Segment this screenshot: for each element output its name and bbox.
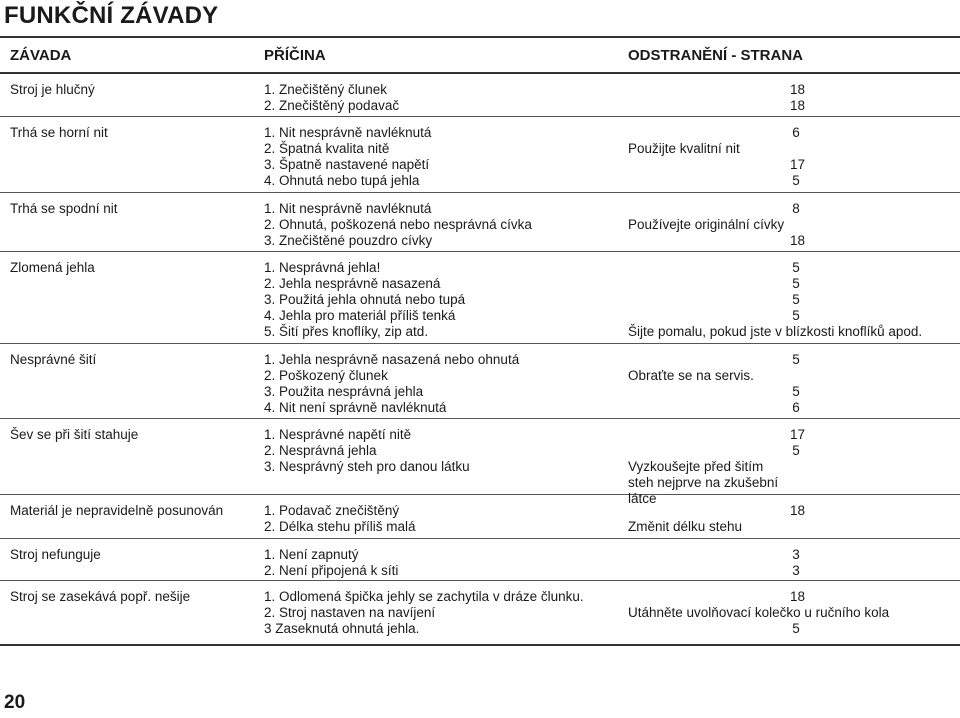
cause-line: 3. Znečištěné pouzdro cívky: [264, 233, 433, 248]
remedy-text: [628, 98, 790, 114]
remedy-page: 18: [790, 589, 806, 604]
cause-line: 1. Nesprávné napětí nitě: [264, 427, 412, 442]
remedy-cell: [626, 201, 960, 251]
remedy-text: Šijte pomalu, pokud jste v blízkosti knoflíků apod.: [628, 324, 923, 339]
remedy-page: 5: [792, 443, 800, 458]
cause-line: 1. Nit nesprávně navléknutá: [264, 201, 432, 216]
remedy-page: 5: [792, 621, 800, 636]
cause-line: 3. Použitá jehla ohnutá nebo tupá: [264, 292, 466, 307]
remedy-cell: [626, 427, 960, 506]
table-row: [0, 539, 960, 581]
remedy-page: 3: [792, 547, 800, 562]
fault-cell: Šev se při šití stahuje: [10, 427, 139, 442]
remedy-page: 6: [792, 400, 800, 415]
cause-line: 2. Jehla nesprávně nasazená: [264, 276, 441, 291]
remedy-page: 18: [790, 98, 806, 113]
remedy-page: 18: [790, 503, 806, 518]
remedy-text: [628, 82, 790, 98]
remedy-text: Vyzkoušejte před šitím steh nejprve na zkušební látce: [628, 459, 779, 506]
remedy-page: [790, 459, 802, 507]
remedy-text: [628, 589, 790, 605]
remedy-page: [790, 368, 802, 384]
cause-line: 1. Není zapnutý: [264, 547, 359, 562]
remedy-page: 17: [790, 427, 806, 442]
remedy-page: 5: [792, 292, 800, 307]
table-row: [0, 117, 960, 193]
remedy-text: [628, 201, 790, 217]
cause-line: 3 Zaseknutá ohnutá jehla.: [264, 621, 420, 636]
remedy-page: [889, 605, 901, 621]
cause-line: 1. Jehla nesprávně nasazená nebo ohnutá: [264, 352, 520, 367]
remedy-cell: [626, 260, 960, 343]
table-header: [0, 38, 960, 74]
cause-cell: [254, 547, 626, 580]
remedy-text: [628, 157, 790, 173]
remedy-text: [628, 125, 790, 141]
fault-cell: Trhá se horní nit: [10, 125, 108, 140]
cause-line: 5. Šití přes knoflíky, zip atd.: [264, 324, 429, 339]
cause-line: 4. Nit není správně navléknutá: [264, 400, 447, 415]
remedy-page: [922, 324, 934, 340]
cause-line: 2. Stroj nastaven na navíjení: [264, 605, 436, 620]
remedy-page: [790, 217, 802, 233]
remedy-cell: [626, 547, 960, 580]
cause-line: 3. Nesprávný steh pro danou látku: [264, 459, 470, 474]
cause-line: 4. Ohnutá nebo tupá jehla: [264, 173, 420, 188]
cause-line: 4. Jehla pro materiál příliš tenká: [264, 308, 456, 323]
remedy-page: 5: [792, 260, 800, 275]
cause-line: 2. Poškozený člunek: [264, 368, 388, 383]
cause-line: 1. Odlomená špička jehly se zachytila v dráze člunku.: [264, 589, 584, 604]
remedy-page: 8: [792, 201, 800, 216]
remedy-page: [790, 519, 802, 535]
remedy-page: 17: [790, 157, 806, 172]
table-row: [0, 581, 960, 644]
remedy-text: [628, 503, 790, 519]
cause-cell: [254, 352, 626, 418]
fault-cell: Stroj je hlučný: [10, 82, 95, 97]
remedy-text: Použijte kvalitní nit: [628, 141, 740, 156]
remedy-cell: [626, 352, 960, 418]
remedy-text: [628, 621, 790, 637]
remedy-cell: [626, 82, 960, 116]
cause-cell: [254, 260, 626, 343]
remedy-text: [628, 173, 790, 189]
remedy-text: [628, 384, 790, 400]
remedy-text: [628, 233, 790, 249]
remedy-text: Utáhněte uvolňovací kolečko u ručního kola: [628, 605, 890, 620]
cause-line: 3. Špatně nastavené napětí: [264, 157, 430, 172]
remedy-page: 5: [792, 173, 800, 188]
remedy-page: 18: [790, 82, 806, 97]
remedy-cell: [626, 589, 960, 644]
fault-cell: Zlomená jehla: [10, 260, 95, 275]
header-remedy: ODSTRANĚNÍ - STRANA: [628, 46, 803, 64]
cause-cell: [254, 427, 626, 494]
table-row: [0, 193, 960, 252]
cause-cell: [254, 201, 626, 251]
remedy-text: Používejte originální cívky: [628, 217, 785, 232]
cause-line: 1. Nit nesprávně navléknutá: [264, 125, 432, 140]
fault-cell: Materiál je nepravidelně posunován: [10, 503, 224, 518]
remedy-text: [628, 352, 790, 368]
remedy-page: 18: [790, 233, 806, 248]
cause-cell: [254, 589, 626, 644]
page-title: FUNKČNÍ ZÁVADY: [4, 2, 219, 29]
cause-line: 1. Znečištěný člunek: [264, 82, 388, 97]
header-cause: PŘÍČINA: [264, 46, 326, 64]
table-row: [0, 252, 960, 344]
fault-cell: Stroj nefunguje: [10, 547, 101, 562]
remedy-cell: [626, 503, 960, 538]
cause-cell: [254, 82, 626, 116]
remedy-page: 5: [792, 352, 800, 367]
remedy-page: [790, 141, 802, 157]
table-row: [0, 74, 960, 117]
cause-line: 2. Špatná kvalita nitě: [264, 141, 390, 156]
cause-line: 1. Nesprávná jehla!: [264, 260, 381, 275]
remedy-text: [628, 563, 790, 579]
cause-cell: [254, 125, 626, 192]
remedy-text: [628, 443, 790, 459]
remedy-text: Obraťte se na servis.: [628, 368, 754, 383]
page-number: 20: [4, 692, 26, 713]
header-fault: ZÁVADA: [10, 46, 72, 64]
remedy-text: [628, 427, 790, 443]
remedy-page: 5: [792, 276, 800, 291]
remedy-page: 5: [792, 308, 800, 323]
cause-line: 2. Délka stehu příliš malá: [264, 519, 416, 534]
cause-line: 2. Nesprávná jehla: [264, 443, 377, 458]
fault-cell: Trhá se spodní nit: [10, 201, 118, 216]
cause-line: 2. Není připojená k síti: [264, 563, 399, 578]
remedy-cell: [626, 125, 960, 192]
remedy-page: 5: [792, 384, 800, 399]
remedy-text: [628, 260, 790, 276]
cause-line: 3. Použita nesprávná jehla: [264, 384, 424, 399]
remedy-text: [628, 276, 790, 292]
cause-line: 2. Ohnutá, poškozená nebo nesprávná cívka: [264, 217, 532, 232]
remedy-text: [628, 547, 790, 563]
cause-cell: [254, 503, 626, 538]
remedy-page: 6: [792, 125, 800, 140]
fault-cell: Stroj se zasekává popř. nešije: [10, 589, 191, 604]
cause-line: 2. Znečištěný podavač: [264, 98, 400, 113]
table-row: [0, 344, 960, 419]
remedy-text: Změnit délku stehu: [628, 519, 743, 534]
cause-line: 1. Podavač znečištěný: [264, 503, 400, 518]
troubleshooting-table: [0, 36, 960, 646]
fault-cell: Nesprávné šití: [10, 352, 97, 367]
remedy-text: [628, 400, 790, 416]
table-row: [0, 419, 960, 506]
remedy-text: [628, 308, 790, 324]
remedy-text: [628, 292, 790, 308]
remedy-page: 3: [792, 563, 800, 578]
